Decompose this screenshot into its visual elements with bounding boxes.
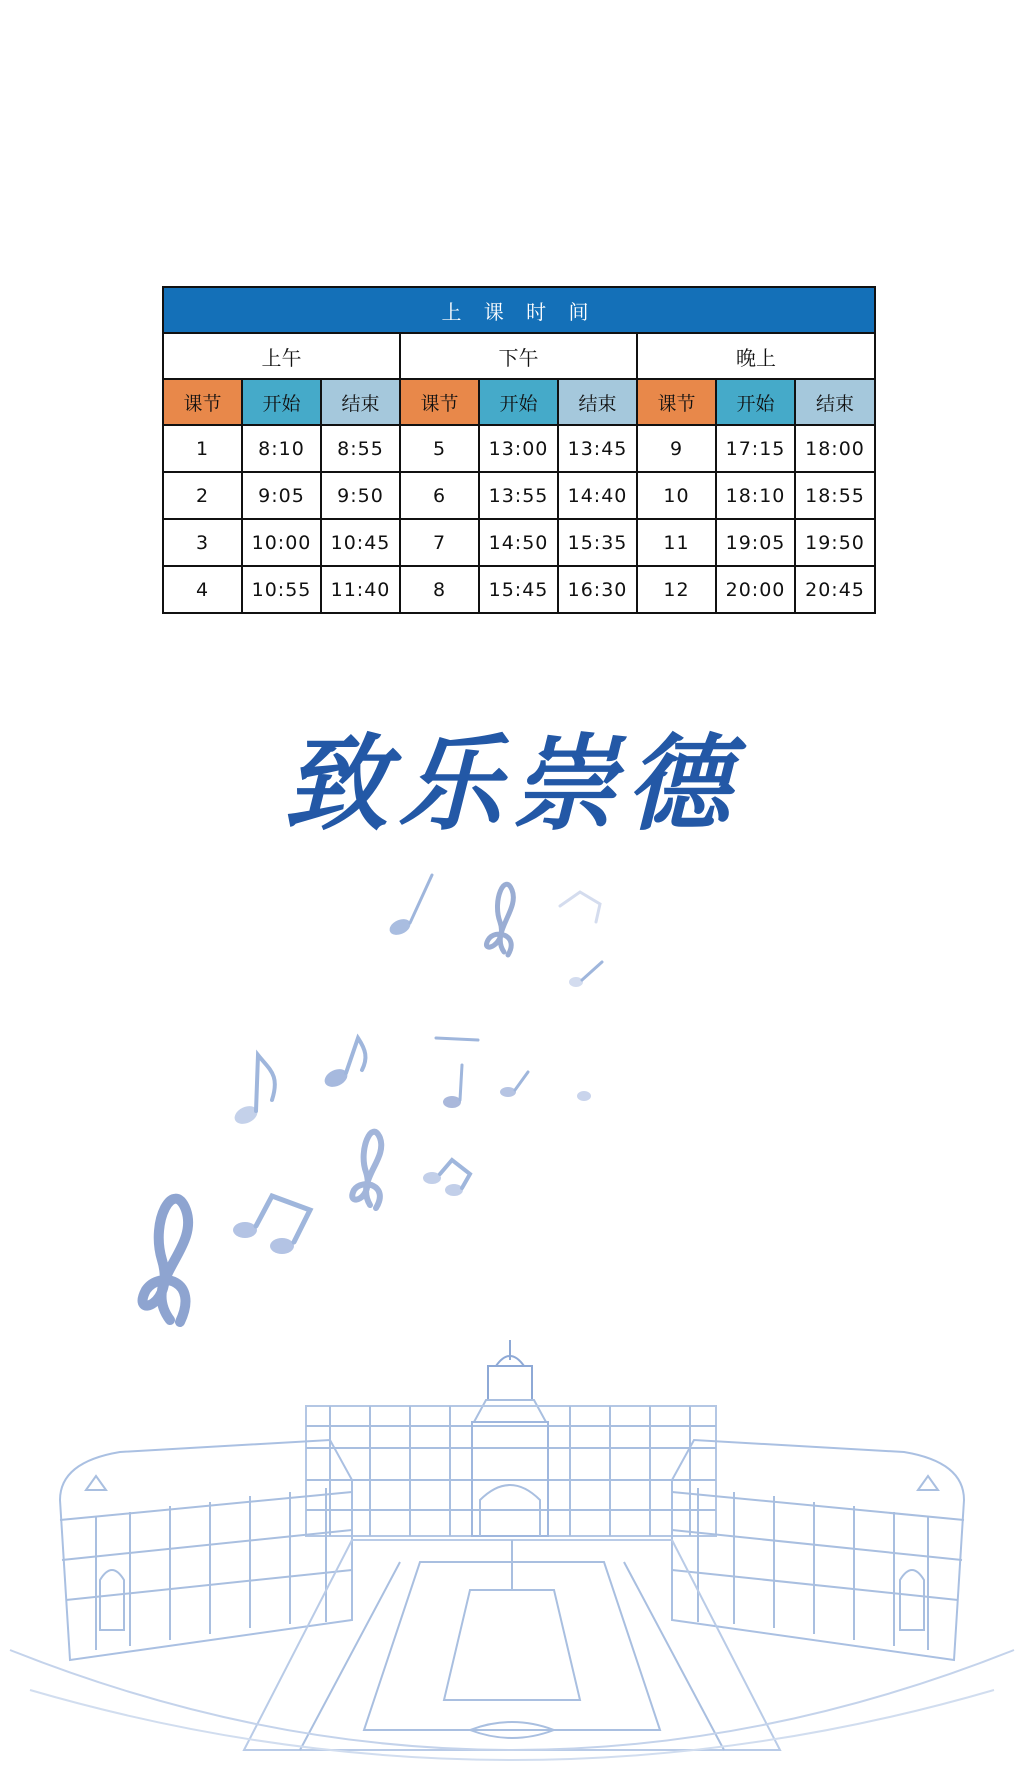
start-time: 9:05 (242, 472, 321, 519)
motto-title: 致乐崇德 (283, 722, 740, 845)
end-time: 16:30 (558, 566, 637, 613)
lesson-number: 6 (400, 472, 479, 519)
table-row (163, 472, 875, 519)
lesson-number: 8 (400, 566, 479, 613)
header-start: 开始 (242, 379, 321, 425)
treble-clef-icon (352, 1132, 381, 1208)
end-time: 14:40 (558, 472, 637, 519)
lesson-number: 12 (637, 566, 716, 613)
beamed-notes-icon (233, 1196, 310, 1254)
end-time: 18:00 (795, 425, 875, 472)
start-time: 10:55 (242, 566, 321, 613)
header-end: 结束 (795, 379, 875, 425)
lesson-number: 9 (637, 425, 716, 472)
header-lesson: 课节 (637, 379, 716, 425)
treble-clef-icon (487, 884, 514, 955)
end-time: 15:35 (558, 519, 637, 566)
lesson-number: 10 (637, 472, 716, 519)
class-schedule-table (162, 286, 876, 614)
header-end: 结束 (321, 379, 400, 425)
header-lesson: 课节 (163, 379, 242, 425)
beamed-notes-icon (423, 1160, 470, 1196)
header-end: 结束 (558, 379, 637, 425)
end-time: 9:50 (321, 472, 400, 519)
music-note-icon (436, 1038, 478, 1108)
lesson-number: 11 (637, 519, 716, 566)
start-time: 17:15 (716, 425, 795, 472)
end-time: 18:55 (795, 472, 875, 519)
period-evening: 晚上 (637, 333, 875, 379)
schedule-title: 上 课 时 间 (163, 287, 875, 333)
music-note-icon (387, 875, 432, 938)
period-morning: 上午 (163, 333, 400, 379)
table-row (163, 519, 875, 566)
lesson-number: 5 (400, 425, 479, 472)
start-time: 13:55 (479, 472, 558, 519)
table-row (163, 566, 875, 613)
start-time: 18:10 (716, 472, 795, 519)
header-lesson: 课节 (400, 379, 479, 425)
lesson-number: 2 (163, 472, 242, 519)
lesson-number: 3 (163, 519, 242, 566)
start-time: 13:00 (479, 425, 558, 472)
music-note-icon (500, 1072, 528, 1097)
music-note-icon (569, 962, 602, 1101)
end-time: 11:40 (321, 566, 400, 613)
end-time: 8:55 (321, 425, 400, 472)
end-time: 10:45 (321, 519, 400, 566)
music-note-icon (322, 1038, 366, 1090)
start-time: 15:45 (479, 566, 558, 613)
lesson-number: 4 (163, 566, 242, 613)
end-time: 19:50 (795, 519, 875, 566)
treble-clef-icon (143, 1199, 189, 1322)
start-time: 14:50 (479, 519, 558, 566)
start-time: 19:05 (716, 519, 795, 566)
lesson-number: 1 (163, 425, 242, 472)
end-time: 13:45 (558, 425, 637, 472)
start-time: 10:00 (242, 519, 321, 566)
start-time: 8:10 (242, 425, 321, 472)
start-time: 20:00 (716, 566, 795, 613)
lesson-number: 7 (400, 519, 479, 566)
end-time: 20:45 (795, 566, 875, 613)
table-row (163, 425, 875, 472)
period-afternoon: 下午 (400, 333, 637, 379)
music-note-icon (232, 1055, 275, 1127)
campus-building-illustration (0, 1330, 1024, 1786)
beamed-notes-icon (560, 892, 600, 922)
header-start: 开始 (479, 379, 558, 425)
header-start: 开始 (716, 379, 795, 425)
